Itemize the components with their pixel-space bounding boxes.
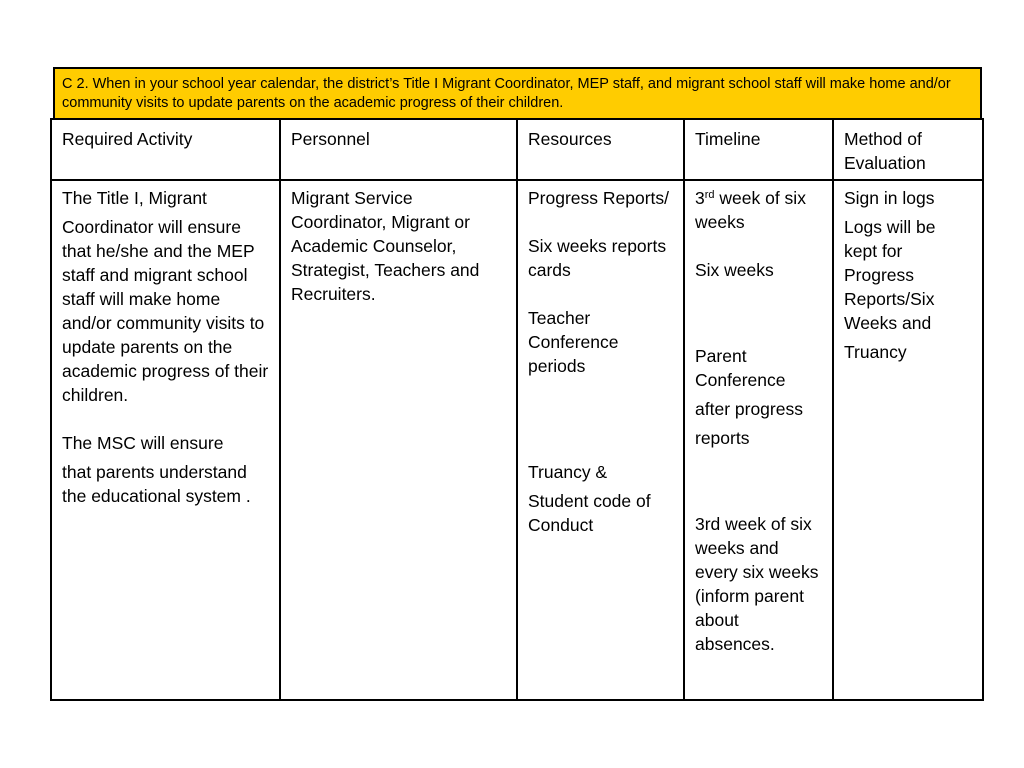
header-required-activity: Required Activity (51, 119, 280, 180)
resource-item: Teacher Conference periods (528, 308, 619, 376)
resource-item: Six weeks reports cards (528, 236, 667, 280)
activity-table (50, 118, 984, 701)
activity-line: The Title I, Migrant (62, 188, 207, 208)
evaluation-cell (833, 180, 983, 700)
timeline-item: after progress (695, 399, 803, 419)
question-banner (53, 67, 982, 118)
timeline-cell (684, 180, 833, 700)
table-row (51, 180, 983, 700)
activity-line: Coordinator will ensure that he/she and the MEP staff and migrant school staff will make home and/or community visits to update parents on the academic progress of their children. (62, 217, 269, 405)
personnel-cell (280, 180, 517, 700)
personnel-text: Migrant Service Coordinator, Migrant or Academic Counselor, Strategist, Teachers and Recruiters. (291, 188, 480, 304)
evaluation-item: Logs will be kept for Progress Reports/Six Weeks and (844, 217, 936, 333)
timeline-item (695, 186, 822, 234)
activity-line: The MSC will ensure (62, 433, 224, 453)
header-timeline: Timeline (684, 119, 833, 180)
timeline-item: reports (695, 428, 750, 448)
question-text: C 2. When in your school year calendar, the district’s Title I Migrant Coordinator, MEP staff, and migrant school staff will make home and/or community visits to update parents on the academic progress of their children. (62, 76, 951, 111)
header-method-of-evaluation: Method of Evaluation (833, 119, 983, 180)
header-personnel: Personnel (280, 119, 517, 180)
header-resources: Resources (517, 119, 684, 180)
evaluation-item: Truancy (844, 342, 907, 362)
timeline-item: Six weeks (695, 260, 774, 280)
resource-item: Student code of Conduct (528, 491, 651, 535)
timeline-ordinal: 3 (695, 188, 705, 208)
activity-line: that parents understand the educational system . (62, 462, 251, 506)
resource-item: Truancy & (528, 462, 608, 482)
timeline-item: 3rd week of six weeks and every six weeks (inform parent about absences. (695, 514, 819, 654)
resource-item: Progress Reports/ (528, 188, 670, 208)
table-header-row (51, 119, 983, 180)
required-activity-cell (51, 180, 280, 700)
timeline-first-rest: week of six weeks (695, 188, 806, 232)
timeline-item: Parent Conference (695, 346, 786, 390)
evaluation-item: Sign in logs (844, 188, 935, 208)
timeline-ordinal-suffix: rd (704, 189, 715, 201)
resources-cell (517, 180, 684, 700)
